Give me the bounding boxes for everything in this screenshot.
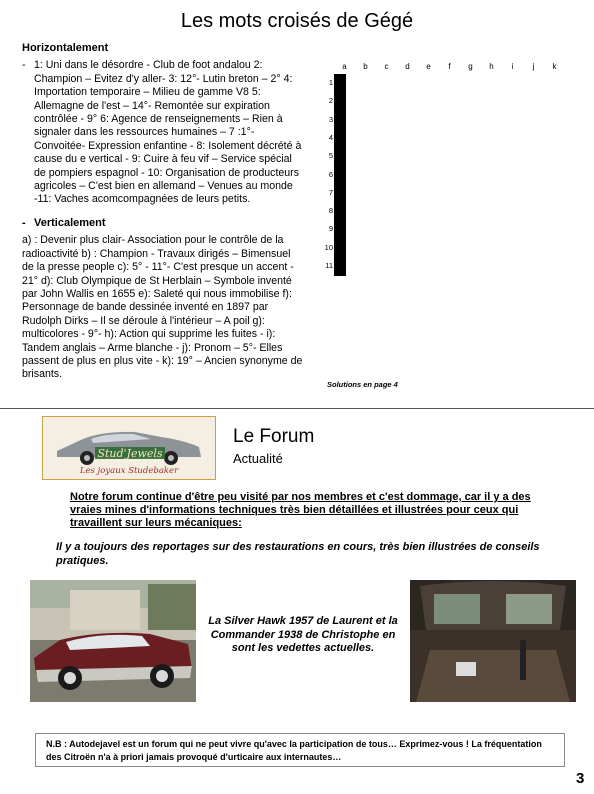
row-number: 8 (328, 206, 333, 216)
column-letter: h (489, 62, 494, 71)
column-letter: b (363, 62, 368, 71)
row-number: 7 (328, 187, 333, 197)
row-number: 6 (328, 169, 333, 179)
column-letter: i (511, 62, 514, 71)
row-number: 5 (328, 151, 333, 161)
grid-cell[interactable] (345, 166, 346, 184)
page-title: Les mots croisés de Gégé (180, 10, 414, 32)
vertical-clues-text: a) : Devenir plus clair- Association pour le contrôle de la radioactivité b) : Champion - Travaux dirigés – Bimensuel de la presse people c): 5° - 11°- C'est presque un accent - 21° d): Club Olympique de St Herblain – Symbole inventé par John Wallis en 1655 e): Saleté qui nous immobilise f): Personnage de bande dessinée inventé en 1897 par Rudolph Dirks – Il se déroule à l'intérieur – A poil g): multicolores - 9°- h): Action qui supprime les fuites - i): Tandem anglais – Arme blanche - j): Pronom – 5°- Elles passent de plus en plus vite - k): 19° – Ancien synonyme de brisants. (22, 234, 303, 381)
row-number: 11 (325, 261, 333, 270)
column-letter: k (552, 62, 557, 71)
section-divider (0, 408, 594, 409)
svg-text:Stud'Jewels: Stud'Jewels (97, 447, 163, 460)
grid-cell[interactable] (345, 221, 346, 239)
nb-note-box: N.B : Autodejavel est un forum qui ne peut vivre qu'avec la participation de tous… Exprimez-vous ! La fréquentation des Citroën n'a à priori jamais provoqué d'urticaire aux internautes… (35, 733, 565, 767)
photos-caption: La Silver Hawk 1957 de Laurent et la Commander 1938 de Christophe en sont les vedettes actuelles. (208, 615, 398, 654)
row-number: 4 (328, 132, 333, 142)
vertical-section (22, 217, 305, 382)
crossword-grid (334, 74, 346, 276)
grid-cell[interactable] (345, 203, 346, 221)
forum-subtitle: Actualité (233, 451, 283, 466)
grid-cell[interactable] (345, 129, 346, 147)
column-letter: g (468, 62, 473, 71)
grid-cell-black (345, 257, 346, 275)
commander-interior-photo (410, 580, 576, 702)
clues-column (22, 42, 305, 382)
grid-cell[interactable] (345, 184, 346, 202)
column-letters (334, 62, 565, 74)
column-letter: j (532, 62, 535, 71)
row-number: 9 (328, 224, 333, 234)
column-letter: f (448, 62, 451, 71)
column-letter: a (342, 62, 347, 71)
horizontal-clues-text: 1: Uni dans le désordre - Club de foot andalou 2: Champion – Evitez d'y aller- 3: 12°- Lutin breton – 2° 4: Importation temporaire – Milieu de gamme V8 5: Allemagne de l'est – 14°- Remontée sur expiration contrôlée - 9° 6: Agence de renseignements – Rien à signaler dans les ressources humaines – 7 :1°- Convoitée- Expression enfantine - 8: Isolement décrété à cause du e vertical - 9: Cuire à feu vif – Service spécial de pompiers espagnol - 10: Organisation de producteurs agricoles – C'est bien en allemand – Venues au monde -11: Vaches acomcompagnées de leurs petits. (34, 59, 302, 206)
row-number: 2 (328, 96, 333, 106)
row-number: 10 (324, 242, 333, 252)
column-letter: d (405, 62, 410, 71)
horizontal-clues (22, 59, 305, 206)
vertical-heading: Verticalement (34, 216, 106, 229)
column-letter: e (426, 62, 431, 71)
svg-text:Les joyaux Studebaker: Les joyaux Studebaker (79, 466, 179, 476)
grid-cell-black (345, 93, 346, 111)
bullet: - (22, 216, 26, 229)
page-number: 3 (576, 770, 585, 787)
column-letter: c (384, 62, 389, 71)
forum-paragraph-1: Notre forum continue d'être peu visité par nos membres et c'est dommage, car il y a des vraies mines d'informations techniques très bien détaillées et illustrées pour ceux qui travaillent sur leurs mécaniques: (70, 491, 531, 529)
grid-cell[interactable] (345, 75, 346, 93)
grid-cell[interactable] (345, 111, 346, 129)
horizontal-heading: Horizontalement (22, 42, 109, 54)
vertical-heading-row (22, 217, 305, 230)
forum-paragraph-2: Il y a toujours des reportages sur des restaurations en cours, très bien illustrées de conseils pratiques. (56, 541, 540, 567)
row-number: 3 (328, 114, 333, 124)
solutions-note: Solutions en page 4 (327, 380, 398, 389)
row-number: 1 (328, 78, 333, 87)
bullet: - (22, 59, 26, 72)
grid-cell[interactable] (345, 239, 346, 257)
forum-title: Le Forum (233, 426, 315, 447)
grid-cell[interactable] (345, 148, 346, 166)
silver-hawk-photo (30, 580, 196, 702)
studjewels-logo (42, 416, 216, 480)
